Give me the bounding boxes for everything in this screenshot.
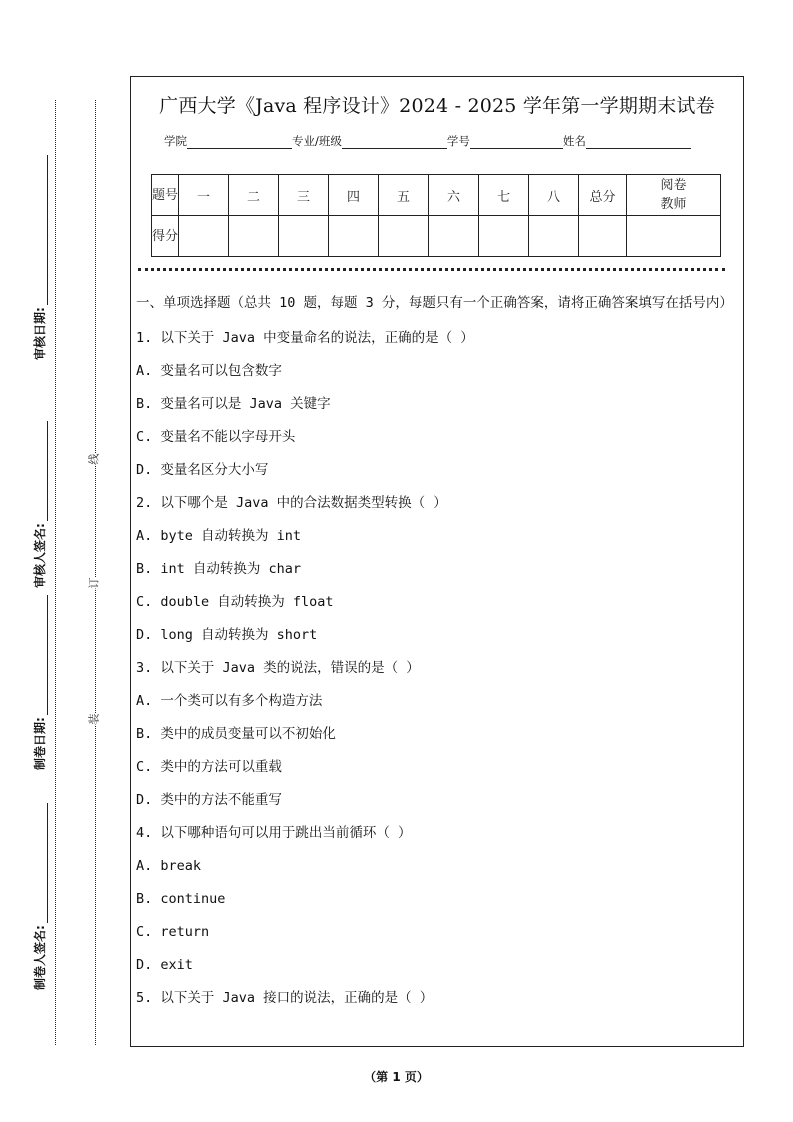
col-header: 四 — [329, 175, 379, 216]
col-header: 八 — [529, 175, 579, 216]
col-header: 六 — [429, 175, 479, 216]
student-id-label: 学号 — [446, 134, 470, 148]
reviewer-sign-blank[interactable] — [47, 421, 48, 521]
question-option: B. int 自动转换为 char — [136, 561, 302, 577]
score-cell[interactable] — [379, 216, 429, 257]
question-stem: 4. 以下哪种语句可以用于跳出当前循环（ ） — [136, 825, 412, 841]
exam-frame — [130, 76, 744, 1047]
score-table-score-row — [152, 216, 721, 257]
question-option: B. 变量名可以是 Java 关键字 — [136, 396, 331, 412]
name-label: 姓名 — [562, 134, 586, 148]
student-info-row — [164, 133, 723, 149]
college-label: 学院 — [164, 134, 187, 148]
name-blank[interactable] — [586, 138, 691, 149]
score-cell[interactable] — [229, 216, 279, 257]
score-cell[interactable] — [329, 216, 379, 257]
question-stem: 5. 以下关于 Java 接口的说法，正确的是（ ） — [136, 990, 434, 1006]
student-id-blank[interactable] — [470, 138, 563, 149]
col-header-total: 总分 — [579, 175, 627, 216]
question-option: D. 类中的方法不能重写 — [136, 792, 282, 808]
section-separator — [138, 268, 725, 271]
exam-title: 广西大学《Java 程序设计》2024 - 2025 学年第一学期期末试卷 — [159, 95, 715, 117]
score-cell[interactable] — [429, 216, 479, 257]
question-option: A. break — [136, 858, 202, 874]
score-table-header-row — [152, 175, 721, 216]
page-number: （第 1 页） — [364, 1070, 429, 1084]
college-blank[interactable] — [187, 138, 292, 149]
col-header: 七 — [479, 175, 529, 216]
question-option: D. long 自动转换为 short — [136, 627, 318, 643]
review-date-blank[interactable] — [47, 155, 48, 305]
score-cell-grader[interactable] — [627, 216, 721, 257]
score-cell[interactable] — [479, 216, 529, 257]
binding-dotted-line-inner — [95, 100, 96, 1045]
question-option: C. return — [136, 924, 210, 940]
question-content — [136, 292, 733, 1015]
question-option: D. exit — [136, 957, 193, 973]
score-cell[interactable] — [179, 216, 229, 257]
binding-dotted-line-outer — [55, 100, 56, 1045]
compiler-sign-label: 制卷人签名: — [33, 925, 47, 990]
col-header-grader: 阅卷教师 — [627, 175, 721, 216]
binding-char-line: 线 — [83, 454, 105, 465]
question-stem: 1. 以下关于 Java 中变量命名的说法，正确的是（ ） — [136, 330, 474, 346]
question-option: B. 类中的成员变量可以不初始化 — [136, 726, 336, 742]
question-stem: 2. 以下哪个是 Java 中的合法数据类型转换（ ） — [136, 495, 447, 511]
major-label: 专业/班级 — [292, 134, 342, 148]
binding-char-zhuang: 装 — [83, 714, 105, 725]
question-option: C. 类中的方法可以重载 — [136, 759, 282, 775]
section-heading: 一、单项选择题（总共 10 题，每题 3 分，每题只有一个正确答案，请将正确答案填写在括号内） — [136, 295, 733, 311]
col-header: 三 — [279, 175, 329, 216]
col-header: 一 — [179, 175, 229, 216]
question-option: A. byte 自动转换为 int — [136, 528, 302, 544]
major-blank[interactable] — [342, 138, 447, 149]
binding-char-ding: 订 — [83, 578, 105, 589]
question-option: A. 一个类可以有多个构造方法 — [136, 693, 323, 709]
compile-date-label: 制卷日期: — [33, 717, 47, 770]
question-option: A. 变量名可以包含数字 — [136, 363, 282, 379]
question-stem: 3. 以下关于 Java 类的说法，错误的是（ ） — [136, 660, 420, 676]
score-cell[interactable] — [279, 216, 329, 257]
score-cell-total[interactable] — [579, 216, 627, 257]
review-date-label: 审核日期: — [33, 307, 47, 360]
question-option: B. continue — [136, 891, 226, 907]
question-option: D. 变量名区分大小写 — [136, 462, 269, 478]
col-header: 五 — [379, 175, 429, 216]
score-table — [151, 174, 721, 257]
question-option: C. double 自动转换为 float — [136, 594, 334, 610]
compiler-sign-blank[interactable] — [47, 803, 48, 923]
col-header: 二 — [229, 175, 279, 216]
compile-date-blank[interactable] — [47, 595, 48, 715]
reviewer-sign-label: 审核人签名: — [33, 523, 47, 588]
row-label-score: 得分 — [152, 216, 179, 257]
score-cell[interactable] — [529, 216, 579, 257]
question-option: C. 变量名不能以字母开头 — [136, 429, 296, 445]
row-label-question-no: 题号 — [152, 175, 179, 216]
